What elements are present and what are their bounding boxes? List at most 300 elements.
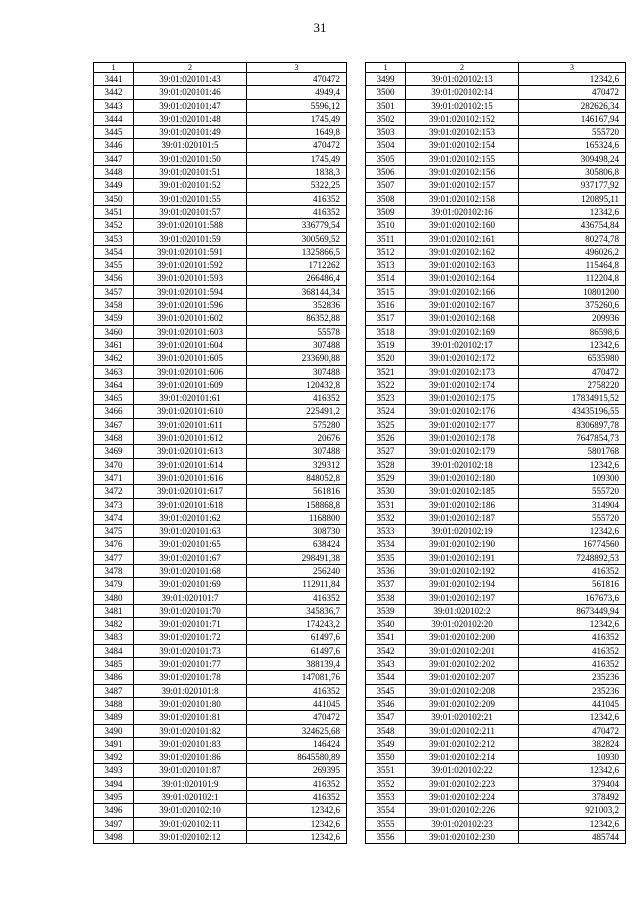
table-row (366, 618, 626, 631)
cadastral-number: 39:01:020101:593 (134, 272, 247, 285)
row-number: 3499 (366, 73, 406, 86)
table-row (366, 139, 626, 152)
cadastral-number: 39:01:020102:191 (406, 551, 519, 564)
table-row (94, 86, 347, 99)
value: 120432,8 (247, 378, 347, 391)
row-number: 3446 (94, 139, 134, 152)
table-row (94, 259, 347, 272)
table-row (94, 365, 347, 378)
row-number: 3537 (366, 578, 406, 591)
row-number: 3512 (366, 245, 406, 258)
cadastral-number: 39:01:020102:186 (406, 498, 519, 511)
column-header: 3 (519, 63, 626, 73)
table-row (94, 378, 347, 391)
row-number: 3555 (366, 817, 406, 830)
row-number: 3543 (366, 658, 406, 671)
cadastral-table-left (93, 62, 347, 844)
cadastral-number: 39:01:020102:155 (406, 152, 519, 165)
row-number: 3457 (94, 285, 134, 298)
cadastral-number: 39:01:020102:23 (406, 817, 519, 830)
cadastral-number: 39:01:020102:17 (406, 338, 519, 351)
value: 1838,3 (247, 166, 347, 179)
row-number: 3477 (94, 551, 134, 564)
row-number: 3532 (366, 511, 406, 524)
table-row (94, 99, 347, 112)
table-row (94, 644, 347, 657)
row-number: 3514 (366, 272, 406, 285)
value: 12342,6 (519, 817, 626, 830)
row-number: 3476 (94, 538, 134, 551)
cadastral-number: 39:01:020101:55 (134, 192, 247, 205)
cadastral-number: 39:01:020101:70 (134, 604, 247, 617)
value: 375260,6 (519, 299, 626, 312)
row-number: 3483 (94, 631, 134, 644)
value: 555720 (519, 126, 626, 139)
table-row (94, 272, 347, 285)
cadastral-number: 39:01:020101:67 (134, 551, 247, 564)
value: 225491,2 (247, 405, 347, 418)
value: 5322,25 (247, 179, 347, 192)
table-row (94, 325, 347, 338)
row-number: 3458 (94, 299, 134, 312)
value: 20676 (247, 432, 347, 445)
table-row (94, 126, 347, 139)
table-row (94, 737, 347, 750)
page-number: 31 (313, 20, 327, 35)
cadastral-number: 39:01:020102:173 (406, 365, 519, 378)
column-header: 1 (366, 63, 406, 73)
table-row (366, 272, 626, 285)
table-row (366, 777, 626, 790)
row-number: 3474 (94, 511, 134, 524)
table-row (366, 325, 626, 338)
cadastral-number: 39:01:020102:156 (406, 166, 519, 179)
value: 235236 (519, 671, 626, 684)
cadastral-number: 39:01:020101:63 (134, 525, 247, 538)
table-row (94, 245, 347, 258)
cadastral-number: 39:01:020102:190 (406, 538, 519, 551)
cadastral-number: 39:01:020101:71 (134, 618, 247, 631)
cadastral-number: 39:01:020101:7 (134, 591, 247, 604)
cadastral-number: 39:01:020102:10 (134, 804, 247, 817)
cadastral-number: 39:01:020102:157 (406, 179, 519, 192)
row-number: 3536 (366, 564, 406, 577)
value: 416352 (247, 392, 347, 405)
row-number: 3490 (94, 724, 134, 737)
cadastral-number: 39:01:020102:172 (406, 352, 519, 365)
table-row (366, 591, 626, 604)
value: 470472 (519, 86, 626, 99)
table-row (366, 285, 626, 298)
table-row (94, 166, 347, 179)
row-number: 3488 (94, 697, 134, 710)
cadastral-number: 39:01:020101:43 (134, 73, 247, 86)
cadastral-number: 39:01:020102:19 (406, 525, 519, 538)
value: 5596,12 (247, 99, 347, 112)
value: 416352 (247, 777, 347, 790)
value: 470472 (247, 711, 347, 724)
cadastral-number: 39:01:020101:9 (134, 777, 247, 790)
row-number: 3448 (94, 166, 134, 179)
value: 470472 (519, 724, 626, 737)
value: 345836,7 (247, 604, 347, 617)
value: 109300 (519, 471, 626, 484)
cadastral-number: 39:01:020102:22 (406, 764, 519, 777)
column-header: 1 (94, 63, 134, 73)
row-number: 3473 (94, 498, 134, 511)
table-header-row (94, 63, 347, 73)
table-row (94, 804, 347, 817)
cadastral-number: 39:01:020101:81 (134, 711, 247, 724)
value: 235236 (519, 684, 626, 697)
row-number: 3485 (94, 658, 134, 671)
value: 55578 (247, 325, 347, 338)
table-row (94, 830, 347, 843)
value: 17834915,52 (519, 392, 626, 405)
table-row (94, 352, 347, 365)
row-number: 3453 (94, 232, 134, 245)
table-row (94, 751, 347, 764)
value: 416352 (247, 591, 347, 604)
table-row (366, 99, 626, 112)
table-row (94, 312, 347, 325)
cadastral-number: 39:01:020101:65 (134, 538, 247, 551)
row-number: 3530 (366, 485, 406, 498)
value: 12342,6 (519, 205, 626, 218)
cadastral-number: 39:01:020101:5 (134, 139, 247, 152)
value: 436754,84 (519, 219, 626, 232)
table-row (366, 737, 626, 750)
row-number: 3508 (366, 192, 406, 205)
value: 1325866,5 (247, 245, 347, 258)
cadastral-number: 39:01:020101:73 (134, 644, 247, 657)
cadastral-number: 39:01:020102:212 (406, 737, 519, 750)
table-row (94, 418, 347, 431)
row-number: 3451 (94, 205, 134, 218)
value: 416352 (519, 564, 626, 577)
value: 300569,52 (247, 232, 347, 245)
table-row (366, 525, 626, 538)
row-number: 3529 (366, 471, 406, 484)
row-number: 3443 (94, 99, 134, 112)
row-number: 3519 (366, 338, 406, 351)
value: 638424 (247, 538, 347, 551)
value: 485744 (519, 830, 626, 843)
table-row (94, 205, 347, 218)
table-row (366, 671, 626, 684)
value: 112204,8 (519, 272, 626, 285)
row-number: 3500 (366, 86, 406, 99)
cadastral-number: 39:01:020101:592 (134, 259, 247, 272)
cadastral-number: 39:01:020102:211 (406, 724, 519, 737)
cadastral-number: 39:01:020102:21 (406, 711, 519, 724)
row-number: 3471 (94, 471, 134, 484)
table-row (94, 152, 347, 165)
cadastral-number: 39:01:020102:214 (406, 751, 519, 764)
table-row (94, 458, 347, 471)
cadastral-table-right (365, 62, 626, 844)
table-row (366, 830, 626, 843)
cadastral-number: 39:01:020102:226 (406, 804, 519, 817)
row-number: 3489 (94, 711, 134, 724)
row-number: 3495 (94, 791, 134, 804)
cadastral-number: 39:01:020102:2 (406, 604, 519, 617)
table-row (366, 764, 626, 777)
row-number: 3480 (94, 591, 134, 604)
cadastral-number: 39:01:020101:49 (134, 126, 247, 139)
table-row (366, 711, 626, 724)
cadastral-number: 39:01:020102:153 (406, 126, 519, 139)
value: 8673449,94 (519, 604, 626, 617)
value: 352836 (247, 299, 347, 312)
value: 1745,49 (247, 112, 347, 125)
table-row (366, 378, 626, 391)
cadastral-number: 39:01:020101:605 (134, 352, 247, 365)
row-number: 3478 (94, 564, 134, 577)
table-row (366, 538, 626, 551)
row-number: 3454 (94, 245, 134, 258)
cadastral-number: 39:01:020102:201 (406, 644, 519, 657)
cadastral-number: 39:01:020102:192 (406, 564, 519, 577)
cadastral-number: 39:01:020101:614 (134, 458, 247, 471)
value: 378492 (519, 791, 626, 804)
value: 555720 (519, 485, 626, 498)
cadastral-number: 39:01:020101:50 (134, 152, 247, 165)
table-header-row (366, 63, 626, 73)
cadastral-number: 39:01:020102:194 (406, 578, 519, 591)
cadastral-number: 39:01:020102:161 (406, 232, 519, 245)
value: 146424 (247, 737, 347, 750)
table-row (94, 392, 347, 405)
row-number: 3509 (366, 205, 406, 218)
row-number: 3450 (94, 192, 134, 205)
cadastral-number: 39:01:020101:613 (134, 445, 247, 458)
row-number: 3502 (366, 112, 406, 125)
cadastral-number: 39:01:020101:610 (134, 405, 247, 418)
table-row (366, 365, 626, 378)
table-row (366, 604, 626, 617)
row-number: 3494 (94, 777, 134, 790)
value: 1168800 (247, 511, 347, 524)
row-number: 3542 (366, 644, 406, 657)
cadastral-number: 39:01:020101:602 (134, 312, 247, 325)
table-row (366, 631, 626, 644)
table-row (94, 432, 347, 445)
value: 146167,94 (519, 112, 626, 125)
cadastral-number: 39:01:020101:86 (134, 751, 247, 764)
cadastral-number: 39:01:020102:14 (406, 86, 519, 99)
value: 561816 (519, 578, 626, 591)
value: 112911,84 (247, 578, 347, 591)
row-number: 3517 (366, 312, 406, 325)
row-number: 3456 (94, 272, 134, 285)
row-number: 3496 (94, 804, 134, 817)
cadastral-number: 39:01:020102:169 (406, 325, 519, 338)
row-number: 3528 (366, 458, 406, 471)
row-number: 3468 (94, 432, 134, 445)
value: 8306897,78 (519, 418, 626, 431)
table-row (366, 392, 626, 405)
table-row (366, 751, 626, 764)
cadastral-number: 39:01:020101:77 (134, 658, 247, 671)
value: 307488 (247, 338, 347, 351)
cadastral-number: 39:01:020102:167 (406, 299, 519, 312)
row-number: 3491 (94, 737, 134, 750)
value: 324625,68 (247, 724, 347, 737)
table-row (94, 551, 347, 564)
table-row (94, 777, 347, 790)
row-number: 3531 (366, 498, 406, 511)
table-row (94, 764, 347, 777)
value: 158868,8 (247, 498, 347, 511)
cadastral-number: 39:01:020101:588 (134, 219, 247, 232)
row-number: 3460 (94, 325, 134, 338)
row-number: 3545 (366, 684, 406, 697)
value: 61497,6 (247, 631, 347, 644)
table-row (366, 312, 626, 325)
table-row (366, 564, 626, 577)
row-number: 3467 (94, 418, 134, 431)
table-row (94, 671, 347, 684)
value: 416352 (519, 658, 626, 671)
value: 308730 (247, 525, 347, 538)
row-number: 3459 (94, 312, 134, 325)
cadastral-number: 39:01:020102:223 (406, 777, 519, 790)
value: 937177,92 (519, 179, 626, 192)
cadastral-number: 39:01:020102:187 (406, 511, 519, 524)
row-number: 3462 (94, 352, 134, 365)
cadastral-number: 39:01:020101:606 (134, 365, 247, 378)
cadastral-number: 39:01:020101:52 (134, 179, 247, 192)
row-number: 3538 (366, 591, 406, 604)
cadastral-number: 39:01:020102:174 (406, 378, 519, 391)
value: 1745,49 (247, 152, 347, 165)
row-number: 3551 (366, 764, 406, 777)
table-row (366, 697, 626, 710)
table-row (94, 711, 347, 724)
table-row (366, 485, 626, 498)
table-row (366, 578, 626, 591)
cadastral-number: 39:01:020101:618 (134, 498, 247, 511)
row-number: 3452 (94, 219, 134, 232)
value: 309498,24 (519, 152, 626, 165)
cadastral-number: 39:01:020102:13 (406, 73, 519, 86)
table-row (94, 445, 347, 458)
cadastral-number: 39:01:020101:596 (134, 299, 247, 312)
cadastral-number: 39:01:020102:1 (134, 791, 247, 804)
value: 307488 (247, 445, 347, 458)
table-row (366, 73, 626, 86)
row-number: 3444 (94, 112, 134, 125)
row-number: 3516 (366, 299, 406, 312)
cadastral-number: 39:01:020101:47 (134, 99, 247, 112)
value: 921003,2 (519, 804, 626, 817)
row-number: 3492 (94, 751, 134, 764)
cadastral-number: 39:01:020102:176 (406, 405, 519, 418)
value: 2758220 (519, 378, 626, 391)
value: 115464,8 (519, 259, 626, 272)
cadastral-number: 39:01:020102:202 (406, 658, 519, 671)
row-number: 3513 (366, 259, 406, 272)
table-row (366, 352, 626, 365)
column-header: 3 (247, 63, 347, 73)
table-row (94, 285, 347, 298)
table-row (366, 724, 626, 737)
cadastral-number: 39:01:020102:15 (406, 99, 519, 112)
table-row (366, 338, 626, 351)
row-number: 3504 (366, 139, 406, 152)
table-row (94, 658, 347, 671)
row-number: 3447 (94, 152, 134, 165)
table-row (366, 511, 626, 524)
cadastral-number: 39:01:020101:8 (134, 684, 247, 697)
table-row (94, 511, 347, 524)
row-number: 3475 (94, 525, 134, 538)
row-number: 3487 (94, 684, 134, 697)
row-number: 3541 (366, 631, 406, 644)
value: 12342,6 (519, 618, 626, 631)
cadastral-number: 39:01:020102:16 (406, 205, 519, 218)
value: 7647854,73 (519, 432, 626, 445)
value: 12342,6 (247, 830, 347, 843)
row-number: 3521 (366, 365, 406, 378)
row-number: 3472 (94, 485, 134, 498)
value: 388139,4 (247, 658, 347, 671)
row-number: 3552 (366, 777, 406, 790)
value: 441045 (247, 697, 347, 710)
row-number: 3553 (366, 791, 406, 804)
row-number: 3463 (94, 365, 134, 378)
cadastral-number: 39:01:020102:152 (406, 112, 519, 125)
row-number: 3511 (366, 232, 406, 245)
row-number: 3470 (94, 458, 134, 471)
table-row (94, 525, 347, 538)
column-header: 2 (406, 63, 519, 73)
cadastral-number: 39:01:020101:48 (134, 112, 247, 125)
row-number: 3442 (94, 86, 134, 99)
row-number: 3461 (94, 338, 134, 351)
value: 1649,8 (247, 126, 347, 139)
cadastral-number: 39:01:020101:604 (134, 338, 247, 351)
value: 555720 (519, 511, 626, 524)
row-number: 3455 (94, 259, 134, 272)
table-row (94, 578, 347, 591)
table-row (94, 591, 347, 604)
value: 496026,2 (519, 245, 626, 258)
cadastral-number: 39:01:020102:163 (406, 259, 519, 272)
value: 165324,6 (519, 139, 626, 152)
table-row (366, 817, 626, 830)
value: 416352 (247, 205, 347, 218)
cadastral-number: 39:01:020102:207 (406, 671, 519, 684)
value: 416352 (247, 684, 347, 697)
cadastral-number: 39:01:020102:154 (406, 139, 519, 152)
table-row (94, 564, 347, 577)
row-number: 3503 (366, 126, 406, 139)
value: 233690,88 (247, 352, 347, 365)
table-row (366, 299, 626, 312)
cadastral-number: 39:01:020101:62 (134, 511, 247, 524)
row-number: 3497 (94, 817, 134, 830)
value: 12342,6 (519, 711, 626, 724)
value: 379404 (519, 777, 626, 790)
table-row (366, 152, 626, 165)
value: 61497,6 (247, 644, 347, 657)
table-row (366, 86, 626, 99)
value: 43435196,55 (519, 405, 626, 418)
value: 848052,8 (247, 471, 347, 484)
cadastral-number: 39:01:020101:72 (134, 631, 247, 644)
